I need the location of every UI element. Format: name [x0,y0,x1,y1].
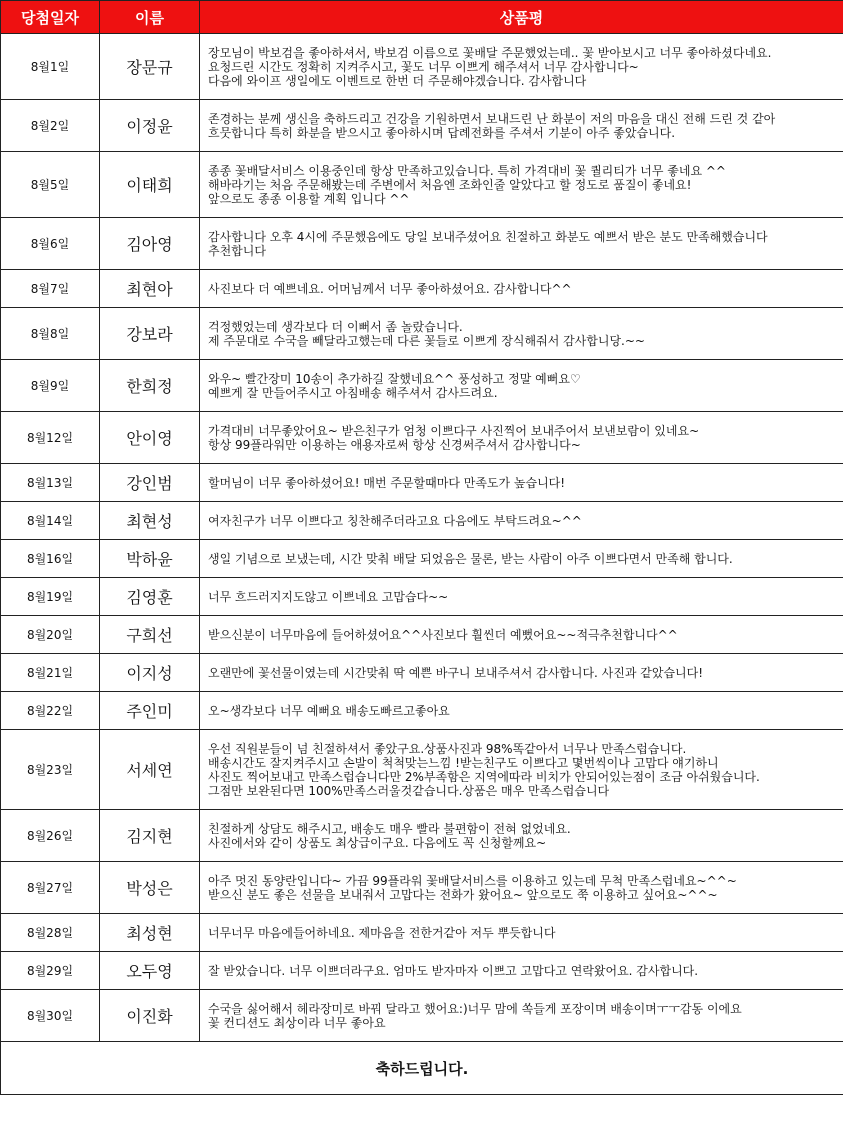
win-date: 8월12일 [1,412,100,464]
win-date: 8월14일 [1,502,100,540]
review-text [200,34,843,100]
review-line: 너무 흐드러지지도않고 이쁘네요 고맙습다~~ [208,589,449,604]
review-line: 다음에 와이프 생일에도 이벤트로 한번 더 주문해야겠습니다. 감사합니다 [208,73,587,88]
review-line: 요청드린 시간도 정확히 지켜주시고, 꽃도 너무 이쁘게 해주셔서 너무 감사합니다~ [208,59,639,74]
review-line: 받으신 분도 좋은 선물을 보내줘서 고맙다는 전화가 왔어요~ 앞으로도 쭉 이용하고 싶어요~^^~ [208,887,718,902]
review-line: 꽃 컨디션도 최상이라 너무 좋아요 [208,1015,386,1030]
win-date: 8월30일 [1,990,100,1042]
review-text [200,540,843,578]
review-line: 해바라기는 처음 주문해봤는데 주변에서 처음엔 조화인줄 알았다고 할 정도로 품질이 좋네요! [208,177,692,192]
winner-name: 박성은 [100,862,200,914]
win-date: 8월26일 [1,810,100,862]
review-line: 존경하는 분께 생신을 축하드리고 건강을 기원하면서 보내드린 난 화분이 저의 마음을 대신 전해 드린 것 같아 [208,111,776,126]
table-row [1,810,843,862]
review-text [200,412,843,464]
name-column-header: 이름 [100,1,200,34]
win-date: 8월28일 [1,914,100,952]
table-row [1,270,843,308]
winner-name: 이정윤 [100,100,200,152]
review-line: 장모님이 박보검을 좋아하셔서, 박보검 이름으로 꽃배달 주문했었는데.. 꽃 받아보시고 너무 좋아하셨다네요. [208,45,772,60]
review-text [200,218,843,270]
review-line: 친절하게 상담도 해주시고, 배송도 매우 빨라 불편함이 전혀 없었네요. [208,821,571,836]
table-row [1,34,843,100]
win-date: 8월19일 [1,578,100,616]
review-line: 예쁘게 잘 만들어주시고 아침배송 해주셔서 감사드려요. [208,385,498,400]
table-row [1,152,843,218]
win-date: 8월27일 [1,862,100,914]
table-row [1,990,843,1042]
review-line: 잘 받았습니다. 너무 이쁘더라구요. 엄마도 받자마자 이쁘고 고맙다고 연락왔어요. 감사합니다. [208,963,699,978]
win-date: 8월21일 [1,654,100,692]
review-text [200,692,843,730]
table-row [1,914,843,952]
review-text [200,270,843,308]
winner-name: 주인미 [100,692,200,730]
table-row [1,412,843,464]
review-line: 생일 기념으로 보냈는데, 시간 맞춰 배달 되었음은 물론, 받는 사람이 아주 이쁘다면서 만족해 합니다. [208,551,733,566]
table-row [1,502,843,540]
winner-name: 이지성 [100,654,200,692]
win-date: 8월1일 [1,34,100,100]
win-date: 8월8일 [1,308,100,360]
review-column-header: 상품평 [200,1,843,34]
review-line: 항상 99플라워만 이용하는 애용자로써 항상 신경써주셔서 감사합니다~ [208,437,581,452]
review-text [200,990,843,1042]
review-line: 오~생각보다 너무 예뻐요 배송도빠르고좋아요 [208,703,450,718]
win-date: 8월6일 [1,218,100,270]
winner-name: 최성현 [100,914,200,952]
date-column-header: 당첨일자 [1,1,100,34]
winner-name: 구희선 [100,616,200,654]
win-date: 8월29일 [1,952,100,990]
win-date: 8월2일 [1,100,100,152]
review-line: 할머님이 너무 좋아하셨어요! 매번 주문할때마다 만족도가 높습니다! [208,475,566,490]
table-row [1,218,843,270]
review-line: 제 주문대로 수국을 빼달라고했는데 다른 꽃들로 이쁘게 장식해줘서 감사합니당.~~ [208,333,645,348]
review-text [200,952,843,990]
review-line: 우선 직원분들이 넘 친절하셔서 좋았구요.상품사진과 98%똑같아서 너무나 만족스럽습니다. [208,741,687,756]
review-text [200,578,843,616]
review-line: 너무너무 마음에들어하네요. 제마음을 전한거같아 저두 뿌듯합니다 [208,925,556,940]
table-row [1,692,843,730]
review-text [200,810,843,862]
win-date: 8월20일 [1,616,100,654]
footer-row [1,1042,843,1095]
winner-name: 김아영 [100,218,200,270]
review-line: 사진에서와 같이 상품도 최상급이구요. 다음에도 꼭 신청할께요~ [208,835,547,850]
table-header-row [1,1,843,34]
win-date: 8월5일 [1,152,100,218]
winner-name: 이태희 [100,152,200,218]
review-line: 가격대비 너무좋았어요~ 받은친구가 엄청 이쁘다구 사진찍어 보내주어서 보낸보람이 있네요~ [208,423,700,438]
review-text [200,152,843,218]
review-text [200,616,843,654]
winner-name: 최현아 [100,270,200,308]
table-row [1,540,843,578]
table-row [1,654,843,692]
win-date: 8월9일 [1,360,100,412]
review-text [200,360,843,412]
review-text [200,100,843,152]
review-text [200,862,843,914]
table-row [1,952,843,990]
congratulations-text: 축하드립니다. [1,1042,843,1095]
winner-name: 안이영 [100,412,200,464]
win-date: 8월16일 [1,540,100,578]
table-row [1,616,843,654]
review-text [200,308,843,360]
review-line: 흐뭇합니다 특히 화분을 받으시고 좋아하시며 답례전화를 주셔서 기분이 아주 좋았습니다. [208,125,676,140]
table-row [1,464,843,502]
table-row [1,862,843,914]
review-line: 걱정했었는데 생각보다 더 이뻐서 좀 놀랐습니다. [208,319,463,334]
review-line: 배송시간도 잘지켜주시고 손발이 척척맞는느낌 !받는친구도 이쁘다고 몇번씩이나 고맙다 얘기하니 [208,755,719,770]
review-text [200,464,843,502]
review-text [200,654,843,692]
review-line: 추천합니다 [208,243,266,258]
winner-name: 오두영 [100,952,200,990]
win-date: 8월7일 [1,270,100,308]
winner-name: 이진화 [100,990,200,1042]
winner-name: 강보라 [100,308,200,360]
review-line: 와우~ 빨간장미 10송이 추가하길 잘했네요^^ 풍성하고 정말 예뻐요♡ [208,371,581,386]
table-row [1,360,843,412]
review-line: 사진보다 더 예쁘네요. 어머님께서 너무 좋아하셨어요. 감사합니다^^ [208,281,572,296]
review-line: 종종 꽃배달서비스 이용중인데 항상 만족하고있습니다. 특히 가격대비 꽃 퀄리티가 너무 좋네요 ^^ [208,163,726,178]
review-line: 그점만 보완된다면 100%만족스러울것같습니다.상품은 매우 만족스럽습니다 [208,783,610,798]
review-line: 감사합니다 오후 4시에 주문했음에도 당일 보내주셨어요 친절하고 화분도 예쁘서 받은 분도 만족해했습니다 [208,229,768,244]
winner-name: 박하윤 [100,540,200,578]
review-text [200,914,843,952]
winner-name: 서세연 [100,730,200,810]
winner-name: 최현성 [100,502,200,540]
winner-name: 한희정 [100,360,200,412]
win-date: 8월23일 [1,730,100,810]
review-line: 앞으로도 종종 이용할 계획 입니다 ^^ [208,191,410,206]
winner-name: 김영훈 [100,578,200,616]
review-line: 여자친구가 너무 이쁘다고 칭찬해주더라고요 다음에도 부탁드려요~^^ [208,513,582,528]
table-row [1,578,843,616]
table-row [1,730,843,810]
winner-name: 장문규 [100,34,200,100]
winner-name: 김지현 [100,810,200,862]
win-date: 8월13일 [1,464,100,502]
table-row [1,100,843,152]
review-text [200,502,843,540]
review-line: 수국을 싫어해서 헤라장미로 바꿔 달라고 했어요:)너무 맘에 쏙들게 포장이며 배송이며ㅜㅜ감동 이에요 [208,1001,742,1016]
review-line: 받으신분이 너무마음에 들어하셨어요^^사진보다 훨씬더 예뻤어요~~적극추천합니다^^ [208,627,678,642]
review-text [200,730,843,810]
review-line: 오랜만에 꽃선물이였는데 시간맞춰 딱 예쁜 바구니 보내주셔서 감사합니다. 사진과 같았습니다! [208,665,704,680]
table-row [1,308,843,360]
winner-name: 강인범 [100,464,200,502]
review-line: 사진도 찍어보내고 만족스럽습니다만 2%부족함은 지역에따라 비치가 안되어있는점이 조금 아쉬웠습니다. [208,769,760,784]
win-date: 8월22일 [1,692,100,730]
review-line: 아주 멋진 동양란입니다~ 가끔 99플라워 꽃배달서비스를 이용하고 있는데 무척 만족스럽네요~^^~ [208,873,737,888]
